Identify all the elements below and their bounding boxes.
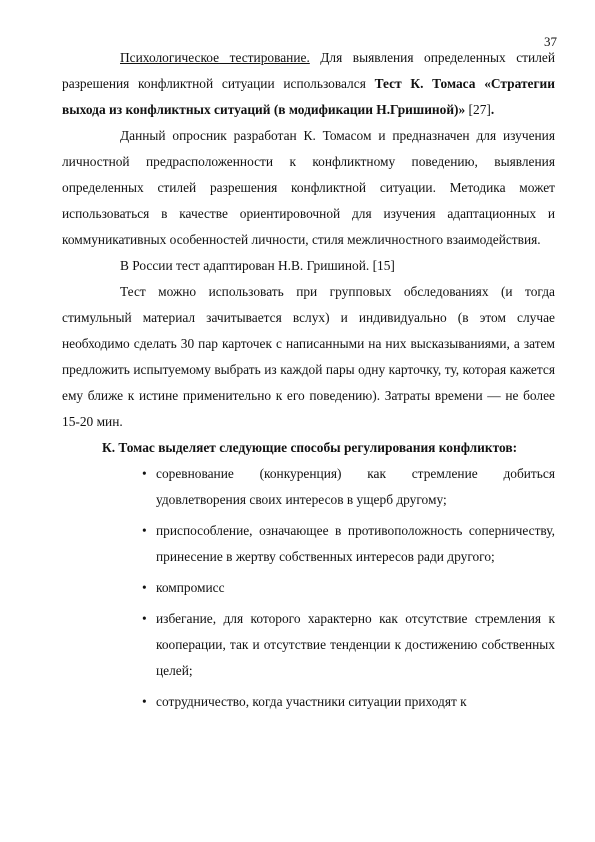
bullet-icon: • [142,694,147,709]
list-item-text: компромисс [156,580,225,595]
paragraph-adaptation: В России тест адаптирован Н.В. Гришиной. [15] [120,258,395,273]
list-item [142,606,555,684]
bullet-icon: • [142,466,147,481]
paragraph-description: Данный опросник разработан К. Томасом и предназначен для изучения личностной предрасположенности к конфликтному поведению, выявления определенных стилей разрешения конфликтной ситуации. Методика может использоваться в качестве ориентировочной для изучения адаптационных и коммуникативных особенностей личности, стиля межличностного взаимодействия. [62,128,555,247]
paragraph-end: . [490,102,495,117]
list-item [142,518,555,570]
list-item [142,689,555,715]
paragraph-psych-testing [62,45,555,123]
paragraph-usage: Тест можно использовать при групповых обследованиях (и тогда стимульный материал зачитывается вслух) и индивидуально (в этом случае необходимо сделать 30 пар карточек с написанными на них высказываниями, а затем предложить испытуемому выбрать из каждой пары одну карточку, ту, которая кажется ему ближе к истине применительно к его поведению). Затраты времени — не более 15-20 мин. [62,284,555,429]
bullet-icon: • [142,580,147,595]
list-item-text: сотрудничество, когда участники ситуации приходят к [156,694,467,709]
section-title: Психологическое тестирование. [120,50,310,65]
list-item-text: приспособление, означающее в противоположность соперничеству, принесение в жертву собственных интересов ради другого; [156,523,555,564]
paragraph-text: Для выявления определенных стилей разрешения конфликтной ситуации использовался [62,50,555,91]
list-item [142,461,555,513]
page-number: 37 [544,34,557,49]
reference: [27] [465,102,491,117]
bullet-icon: • [142,523,147,538]
bullet-icon: • [142,611,147,626]
document-body [62,45,555,720]
list-item-text: избегание, для которого характерно как отсутствие стремления к кооперации, так и отсутствие тенденции к достижению собственных целей; [156,611,555,678]
list-item-text: соревнование (конкуренция) как стремление добиться удовлетворения своих интересов в ущерб другому; [156,466,555,507]
list-heading: К. Томас выделяет следующие способы регулирования конфликтов: [102,440,518,455]
strategies-list [62,461,555,715]
test-name: Тест К. Томаса «Стратегии выхода из конфликтных ситуаций (в модификации Н.Гришиной)» [62,76,555,117]
list-item [142,575,555,601]
